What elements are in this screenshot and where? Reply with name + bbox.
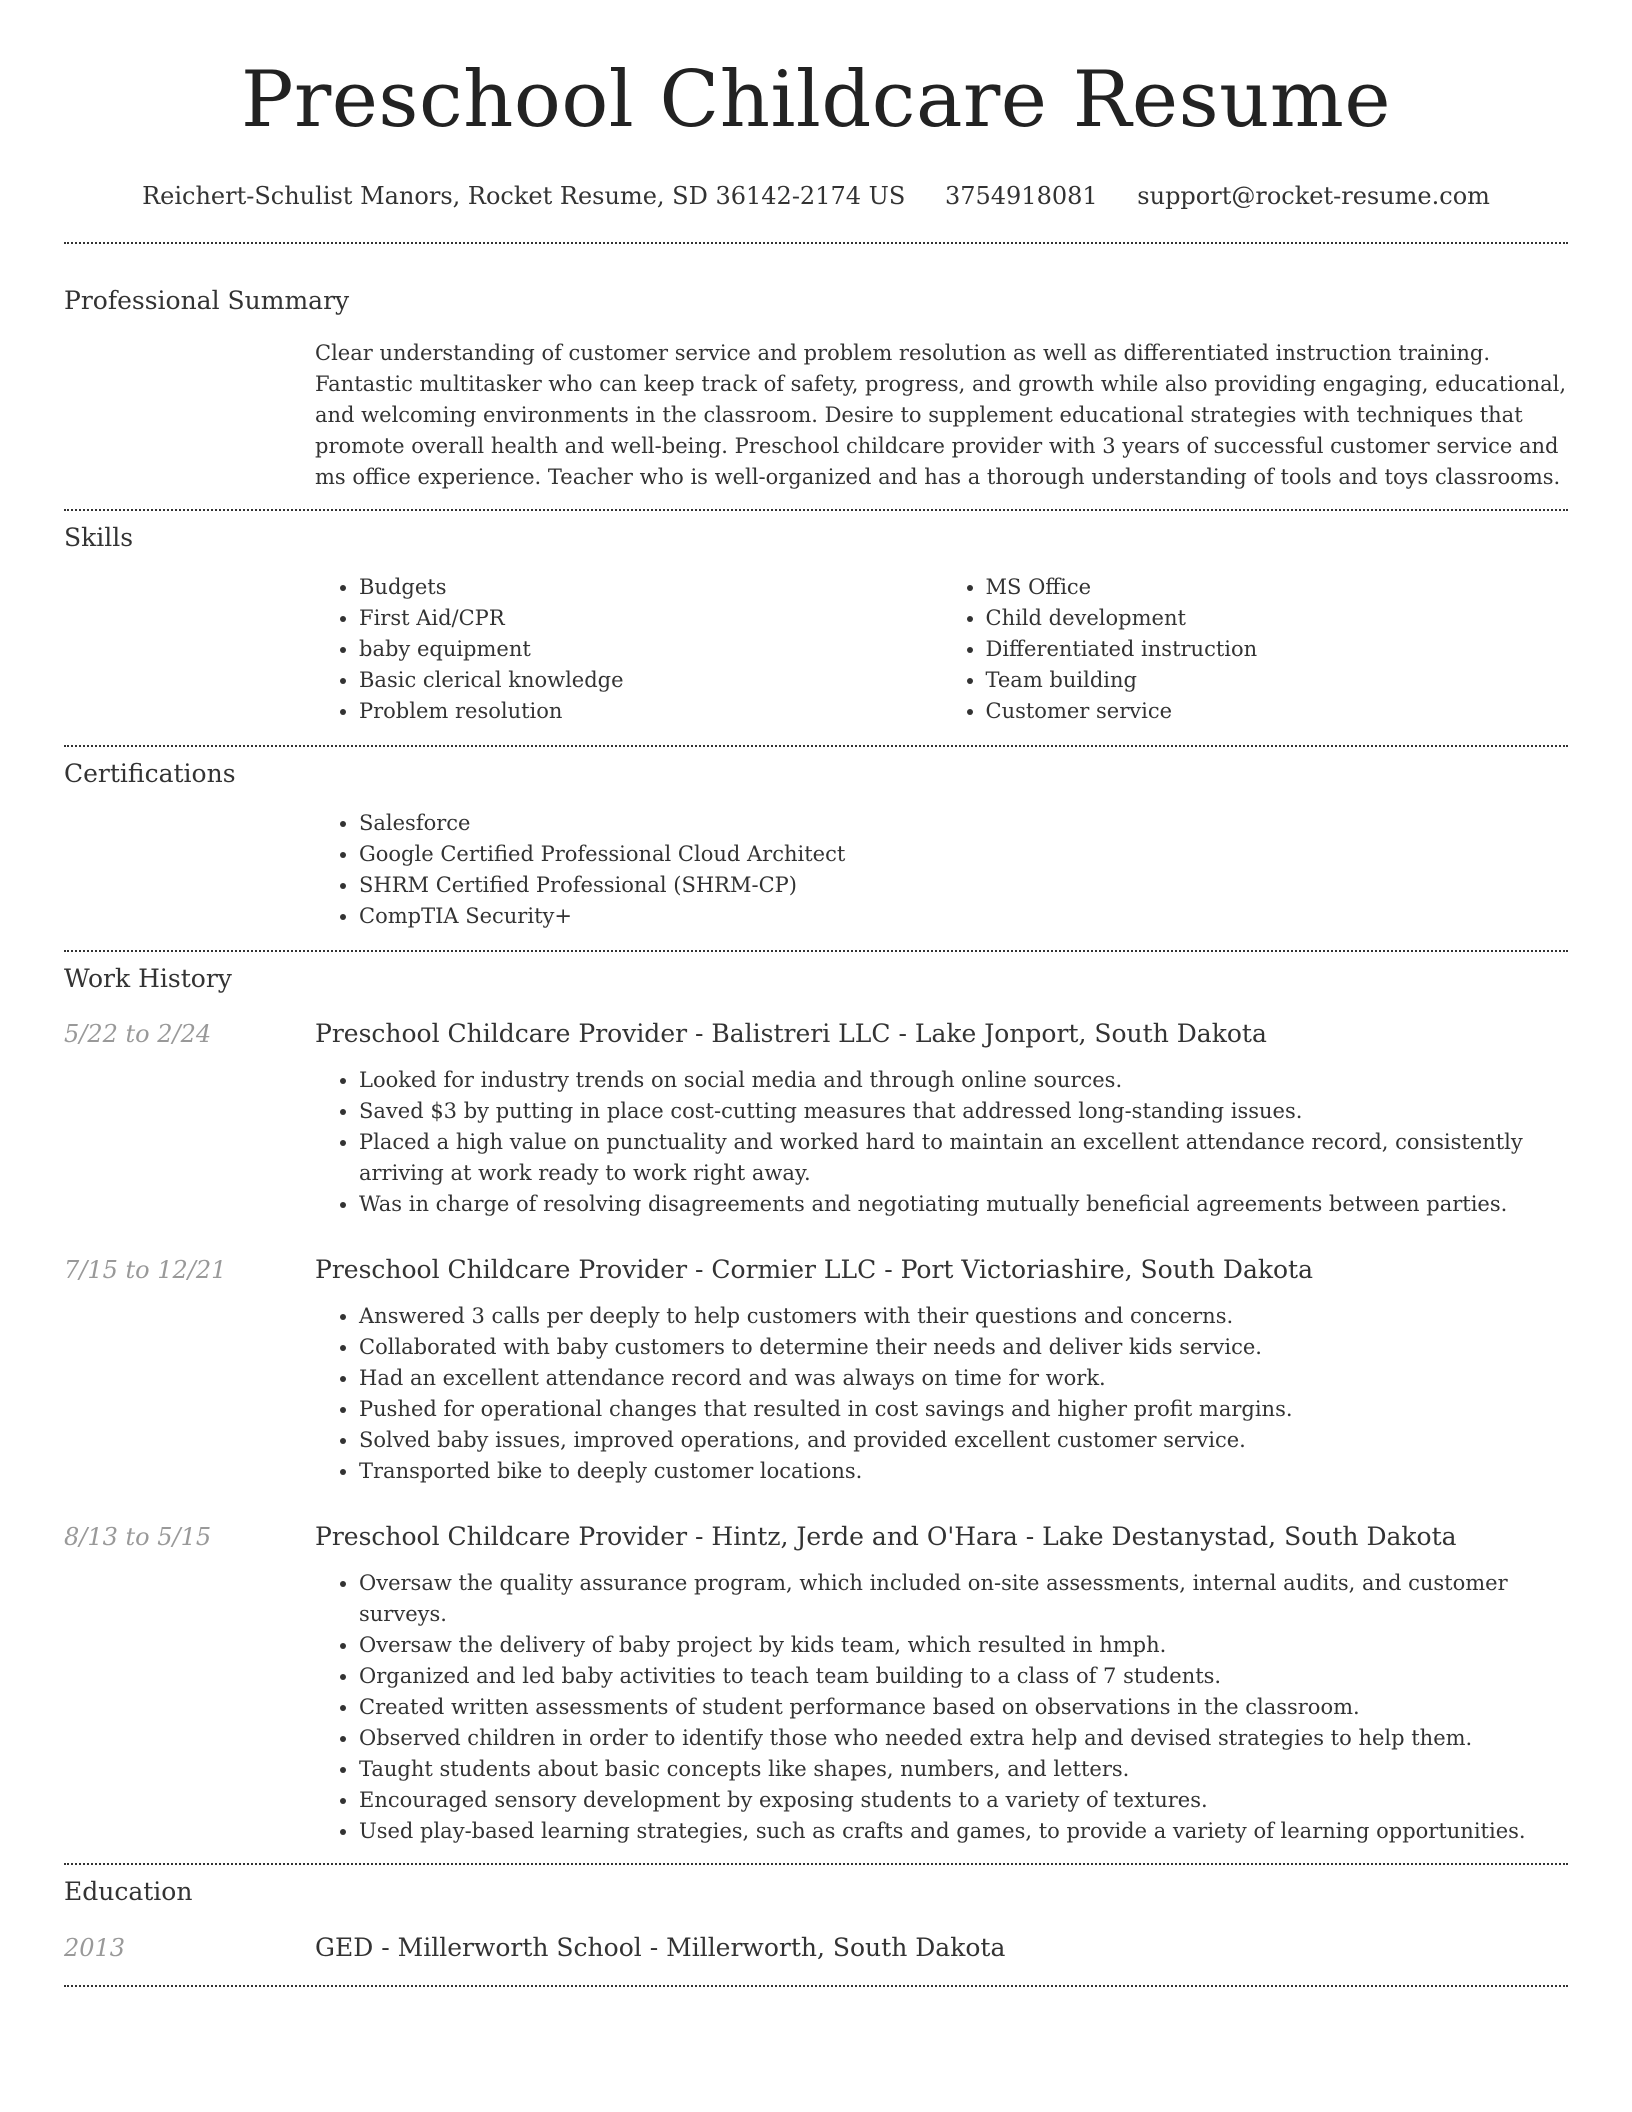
skill-item: • Basic clerical knowledge <box>359 665 942 696</box>
job-bullet: • Used play-based learning strategies, such as crafts and games, to provide a variety of learning opportunities. <box>359 1816 1568 1847</box>
certifications-heading: Certifications <box>64 759 236 788</box>
skill-item: • Team building <box>986 665 1569 696</box>
divider <box>64 509 1568 511</box>
divider <box>64 242 1568 244</box>
summary-text: Clear understanding of customer service and problem resolution as well as differentiated instruction training. Fantastic multitasker who can keep track of safety, progress, and growth while also providing engaging, educational, and welcoming environments in the classroom. Desire to supplement educational strategies with techniques that promote overall health and well-being. Preschool childcare provider with 3 years of successful customer service and ms office experience. Teacher who is well-organized and has a thorough understanding of tools and toys classrooms. <box>315 341 1567 489</box>
skill-item: • Differentiated instruction <box>986 634 1569 665</box>
job-bullets <box>315 1065 1568 1220</box>
skills-list-left <box>315 572 942 727</box>
job-dates: 5/22 to 2/24 <box>64 1020 212 1048</box>
education-heading: Education <box>64 1877 193 1906</box>
summary-heading: Professional Summary <box>64 286 350 315</box>
job-bullet: • Transported bike to deeply customer locations. <box>359 1456 1568 1487</box>
certification-item: • Google Certified Professional Cloud Architect <box>359 839 1568 870</box>
job-bullet: • Looked for industry trends on social media and through online sources. <box>359 1065 1568 1096</box>
education-year: 2013 <box>64 1934 126 1962</box>
job-entry <box>64 1253 1568 1487</box>
skill-item: • First Aid/CPR <box>359 603 942 634</box>
certification-item: • CompTIA Security+ <box>359 901 1568 932</box>
divider <box>64 1863 1568 1865</box>
job-bullet: • Had an excellent attendance record and was always on time for work. <box>359 1363 1568 1394</box>
job-bullet: • Observed children in order to identify those who needed extra help and devised strategies to help them. <box>359 1723 1568 1754</box>
job-bullet: • Encouraged sensory development by exposing students to a variety of textures. <box>359 1785 1568 1816</box>
job-dates: 7/15 to 12/21 <box>64 1256 227 1284</box>
education-entry <box>64 1931 1568 1965</box>
skill-item: • baby equipment <box>359 634 942 665</box>
divider <box>64 1985 1568 1987</box>
job-bullet: • Pushed for operational changes that resulted in cost savings and higher profit margins. <box>359 1394 1568 1425</box>
job-bullets <box>315 1301 1568 1487</box>
phone: 3754918081 <box>944 182 1098 210</box>
job-title: Preschool Childcare Provider - Balistreri LLC - Lake Jonport, South Dakota <box>315 1019 1267 1048</box>
job-bullet: • Taught students about basic concepts like shapes, numbers, and letters. <box>359 1754 1568 1785</box>
skill-item: • MS Office <box>986 572 1569 603</box>
contact-line <box>64 180 1568 212</box>
summary-section <box>64 338 1568 493</box>
job-entry <box>64 1520 1568 1847</box>
job-title: Preschool Childcare Provider - Hintz, Jerde and O'Hara - Lake Destanystad, South Dakota <box>315 1522 1457 1551</box>
work-history-heading: Work History <box>64 964 232 993</box>
skills-heading: Skills <box>64 523 134 552</box>
job-bullet: • Oversaw the delivery of baby project by kids team, which resulted in hmph. <box>359 1630 1568 1661</box>
job-bullet: • Placed a high value on punctuality and worked hard to maintain an excellent attendance record, consistently arriving at work ready to work right away. <box>359 1127 1568 1189</box>
skill-item: • Child development <box>986 603 1569 634</box>
certifications-section <box>64 808 1568 932</box>
divider <box>64 745 1568 747</box>
job-bullets <box>315 1568 1568 1847</box>
job-bullet: • Organized and led baby activities to teach team building to a class of 7 students. <box>359 1661 1568 1692</box>
certifications-list <box>315 808 1568 932</box>
address: Reichert-Schulist Manors, Rocket Resume, SD 36142-2174 US <box>142 182 906 210</box>
job-bullet: • Created written assessments of student performance based on observations in the classroom. <box>359 1692 1568 1723</box>
job-bullet: • Was in charge of resolving disagreements and negotiating mutually beneficial agreements between parties. <box>359 1189 1568 1220</box>
skills-section <box>64 572 1568 727</box>
skill-item: • Problem resolution <box>359 696 942 727</box>
email: support@rocket-resume.com <box>1137 182 1490 210</box>
job-entry <box>64 1017 1568 1220</box>
job-bullet: • Collaborated with baby customers to determine their needs and deliver kids service. <box>359 1332 1568 1363</box>
job-bullet: • Solved baby issues, improved operations, and provided excellent customer service. <box>359 1425 1568 1456</box>
skills-list-right <box>942 572 1569 727</box>
divider <box>64 950 1568 952</box>
job-bullet: • Saved $3 by putting in place cost-cutting measures that addressed long-standing issues. <box>359 1096 1568 1127</box>
job-title: Preschool Childcare Provider - Cormier LLC - Port Victoriashire, South Dakota <box>315 1255 1313 1284</box>
education-detail: GED - Millerworth School - Millerworth, South Dakota <box>315 1933 1006 1962</box>
skill-item: • Budgets <box>359 572 942 603</box>
job-dates: 8/13 to 5/15 <box>64 1523 212 1551</box>
certification-item: • SHRM Certified Professional (SHRM-CP) <box>359 870 1568 901</box>
skill-item: • Customer service <box>986 696 1569 727</box>
certification-item: • Salesforce <box>359 808 1568 839</box>
job-bullet: • Answered 3 calls per deeply to help customers with their questions and concerns. <box>359 1301 1568 1332</box>
resume-title: Preschool Childcare Resume <box>241 55 1391 145</box>
job-bullet: • Oversaw the quality assurance program, which included on-site assessments, internal audits, and customer surveys. <box>359 1568 1568 1630</box>
